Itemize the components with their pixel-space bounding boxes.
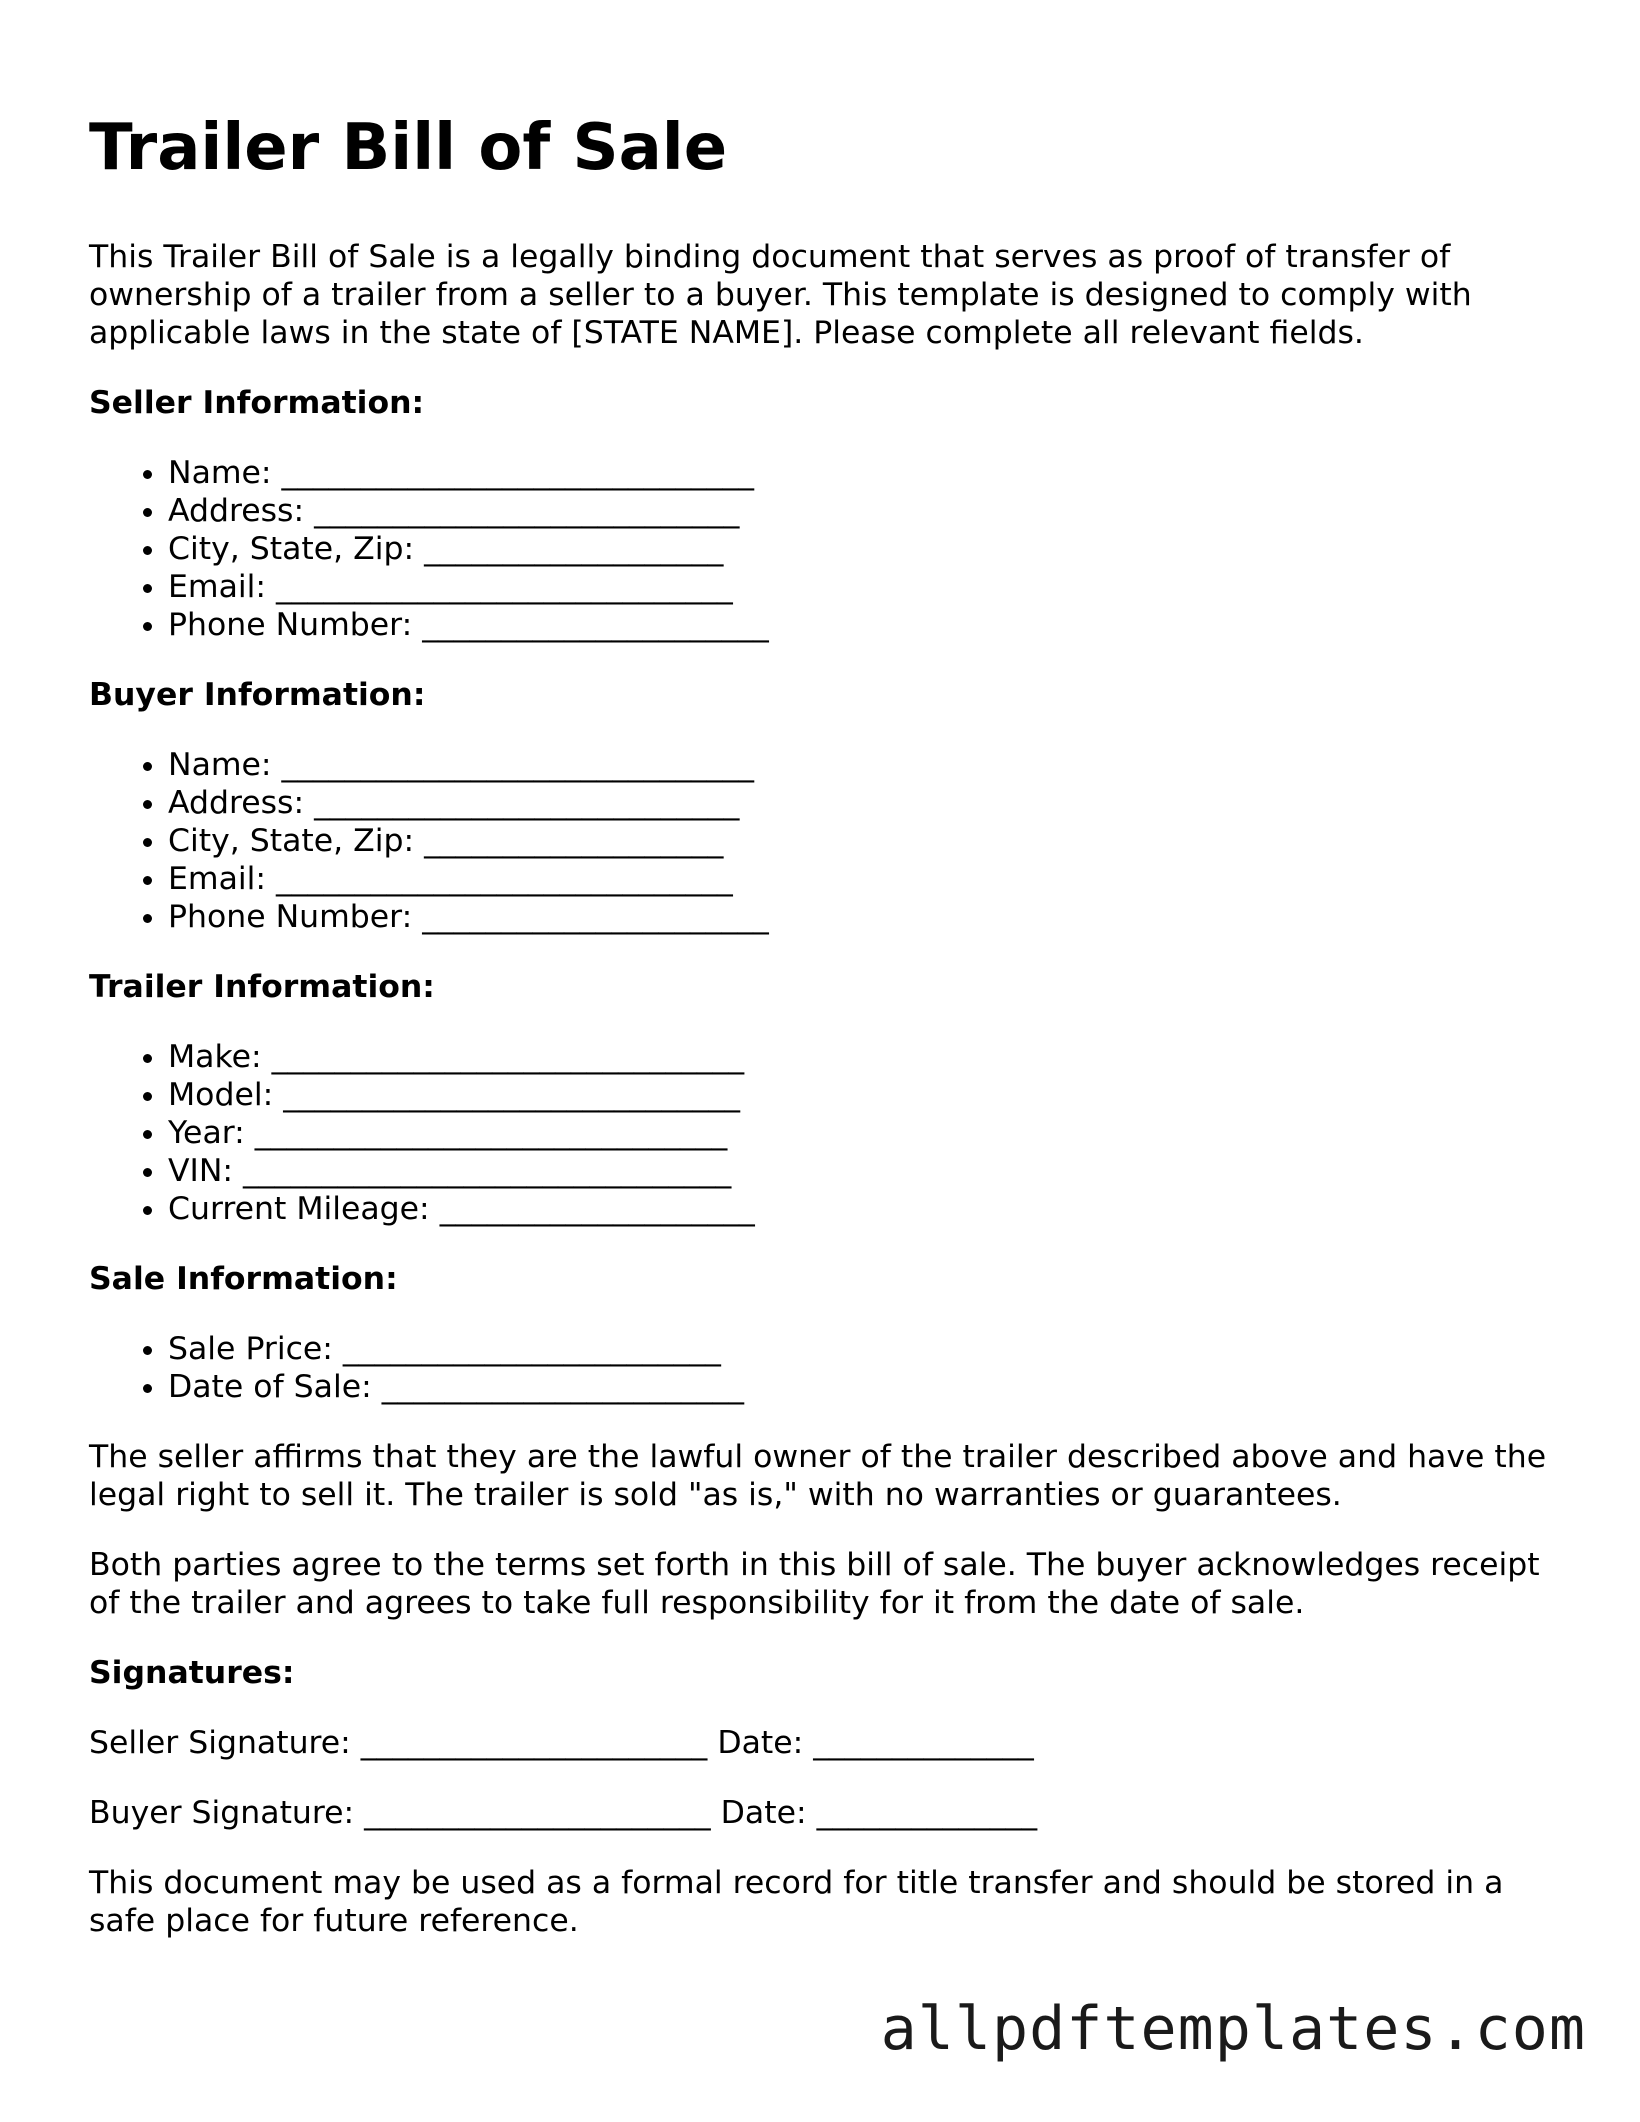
sale-field-list	[89, 1330, 1559, 1406]
buyer-signature-line: Buyer Signature: ______________________ Date: ______________	[89, 1795, 1038, 1831]
sale-heading: Sale Information:	[89, 1261, 398, 1297]
buyer-address-field: • Address: ___________________________	[168, 784, 1559, 822]
seller-signature-line: Seller Signature: ______________________ Date: ______________	[89, 1725, 1034, 1761]
trailer-model-field: • Model: _____________________________	[168, 1076, 1559, 1114]
buyer-email-field: • Email: _____________________________	[168, 860, 1559, 898]
seller-address-field: • Address: ___________________________	[168, 492, 1559, 530]
buyer-heading: Buyer Information:	[89, 677, 426, 713]
closing-paragraph: This document may be used as a formal record for title transfer and should be stored in a safe place for future reference.	[89, 1865, 1504, 1939]
intro-paragraph: This Trailer Bill of Sale is a legally binding document that serves as proof of transfer of ownership of a trailer from a seller to a buyer. This template is designed to comply with applicable laws in the state of [STATE NAME]. Please complete all relevant fields.	[89, 239, 1472, 351]
trailer-make-field: • Make: ______________________________	[168, 1038, 1559, 1076]
seller-heading: Seller Information:	[89, 385, 425, 421]
buyer-phone-field: • Phone Number: ______________________	[168, 898, 1559, 936]
agreement-paragraph: Both parties agree to the terms set forth in this bill of sale. The buyer acknowledges receipt of the trailer and agrees to take full responsibility for it from the date of sale.	[89, 1547, 1540, 1621]
document-title: Trailer Bill of Sale	[89, 111, 728, 185]
sale-date-field: • Date of Sale: _______________________	[168, 1368, 1559, 1406]
seller-phone-field: • Phone Number: ______________________	[168, 606, 1559, 644]
buyer-city-state-zip-field: • City, State, Zip: ___________________	[168, 822, 1559, 860]
seller-email-field: • Email: _____________________________	[168, 568, 1559, 606]
buyer-field-list	[89, 746, 1559, 936]
trailer-vin-field: • VIN: _______________________________	[168, 1152, 1559, 1190]
affirmation-paragraph: The seller affirms that they are the lawful owner of the trailer described above and have the legal right to sell it. The trailer is sold "as is," with no warranties or guarantees.	[89, 1439, 1547, 1513]
seller-name-field: • Name: ______________________________	[168, 454, 1559, 492]
watermark-text: allpdftemplates.com	[880, 1994, 1586, 2064]
trailer-mileage-field: • Current Mileage: ____________________	[168, 1190, 1559, 1228]
trailer-heading: Trailer Information:	[89, 969, 435, 1005]
seller-field-list	[89, 454, 1559, 644]
sale-price-field: • Sale Price: ________________________	[168, 1330, 1559, 1368]
signatures-heading: Signatures:	[89, 1655, 295, 1691]
buyer-name-field: • Name: ______________________________	[168, 746, 1559, 784]
seller-city-state-zip-field: • City, State, Zip: ___________________	[168, 530, 1559, 568]
trailer-year-field: • Year: ______________________________	[168, 1114, 1559, 1152]
trailer-field-list	[89, 1038, 1559, 1228]
document-page	[89, 108, 1559, 1972]
